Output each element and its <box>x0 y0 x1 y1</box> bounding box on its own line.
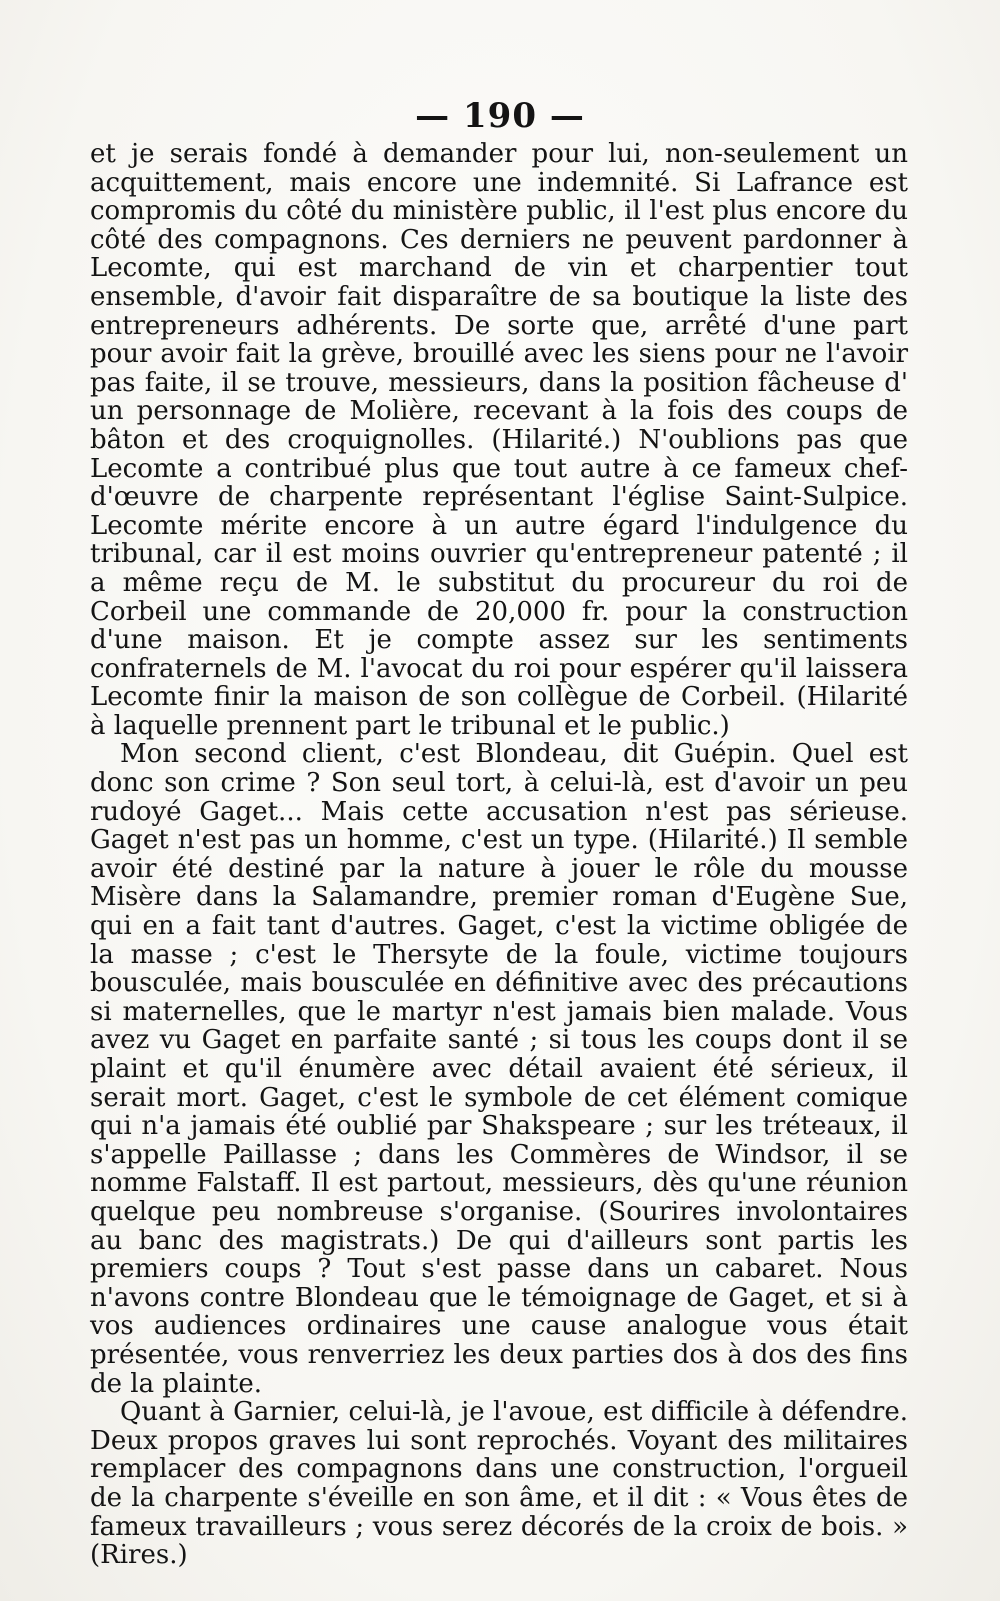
page-number: — 190 — <box>415 96 585 136</box>
paragraph-3: Quant à Garnier, celui-là, je l'avoue, est difficile à défendre. Deux propos graves lui sont reprochés. Voyant des militaires remplacer des compagnons dans une construction, l'orgueil de la charpente s'éveille en son âme, et il dit : « Vous êtes de fameux travailleurs ; vous serez décorés de la croix de bois. » (Rires.) <box>90 1397 908 1571</box>
paragraph-2: Mon second client, c'est Blondeau, dit Guépin. Quel est donc son crime ? Son seul tort, à celui-là, est d'avoir un peu rudoyé Gaget... Mais cette accusation n'est pas sérieuse. Gaget n'est pas un homme, c'est un type. (Hilarité.) Il semble avoir été destiné par la nature à jouer le rôle du mousse Misère dans la Salamandre, premier roman d'Eugène Sue, qui en a fait tant d'autres. Gaget, c'est la victime obligée de la masse ; c'est le Thersyte de la foule, victime toujours bousculée, mais bousculée en définitive avec des précautions si maternelles, que le martyr n'est jamais bien malade. Vous avez vu Gaget en parfaite santé ; si tous les coups dont il se plaint et qu'il énumère avec détail avaient été sérieux, il serait mort. Gaget, c'est le symbole de cet élément comique qui n'a jamais été oublié par Shakspeare ; sur les tréteaux, il s'appelle Paillasse ; dans les Commères de Windsor, il se nomme Falstaff. Il est partout, messieurs, dès qu'une réunion quelque peu nombreuse s'organise. (Sourires involontaires au banc des magistrats.) De qui d'ailleurs sont partis les premiers coups ? Tout s'est passe dans un cabaret. Nous n'avons contre Blondeau que le témoignage de Gaget, et si à vos audiences ordinaires une cause analogue vous était présentée, vous renverriez les deux parties dos à dos des fins de la plainte. <box>90 739 908 1399</box>
paragraph-1: et je serais fondé à demander pour lui, non-seulement un acquittement, mais encore une indemnité. Si Lafrance est compromis du côté du ministère public, il l'est plus encore du côté des compagnons. Ces derniers ne peuvent pardonner à Lecomte, qui est marchand de vin et charpentier tout ensemble, d'avoir fait disparaître de sa boutique la liste des entrepreneurs adhérents. De sorte que, arrêté d'une part pour avoir fait la grève, brouillé avec les siens pour ne l'avoir pas faite, il se trouve, messieurs, dans la position fâcheuse d' un personnage de Molière, recevant à la fois des coups de bâton et des croquignolles. (Hilarité.) N'oublions pas que Lecomte a contribué plus que tout autre à ce fameux chef-d'œuvre de charpente représentant l'église Saint-Sulpice. Lecomte mérite encore à un autre égard l'indulgence du tribunal, car il est moins ouvrier qu'entrepreneur patenté ; il a même reçu de M. le substitut du procureur du roi de Corbeil une commande de 20,000 fr. pour la construction d'une maison. Et je compte assez sur les sentiments confraternels de M. l'avocat du roi pour espérer qu'il laissera Lecomte finir la maison de son collègue de Corbeil. (Hilarité à laquelle prennent part le tribunal et le public.) <box>90 139 908 741</box>
page-body <box>90 140 908 1570</box>
